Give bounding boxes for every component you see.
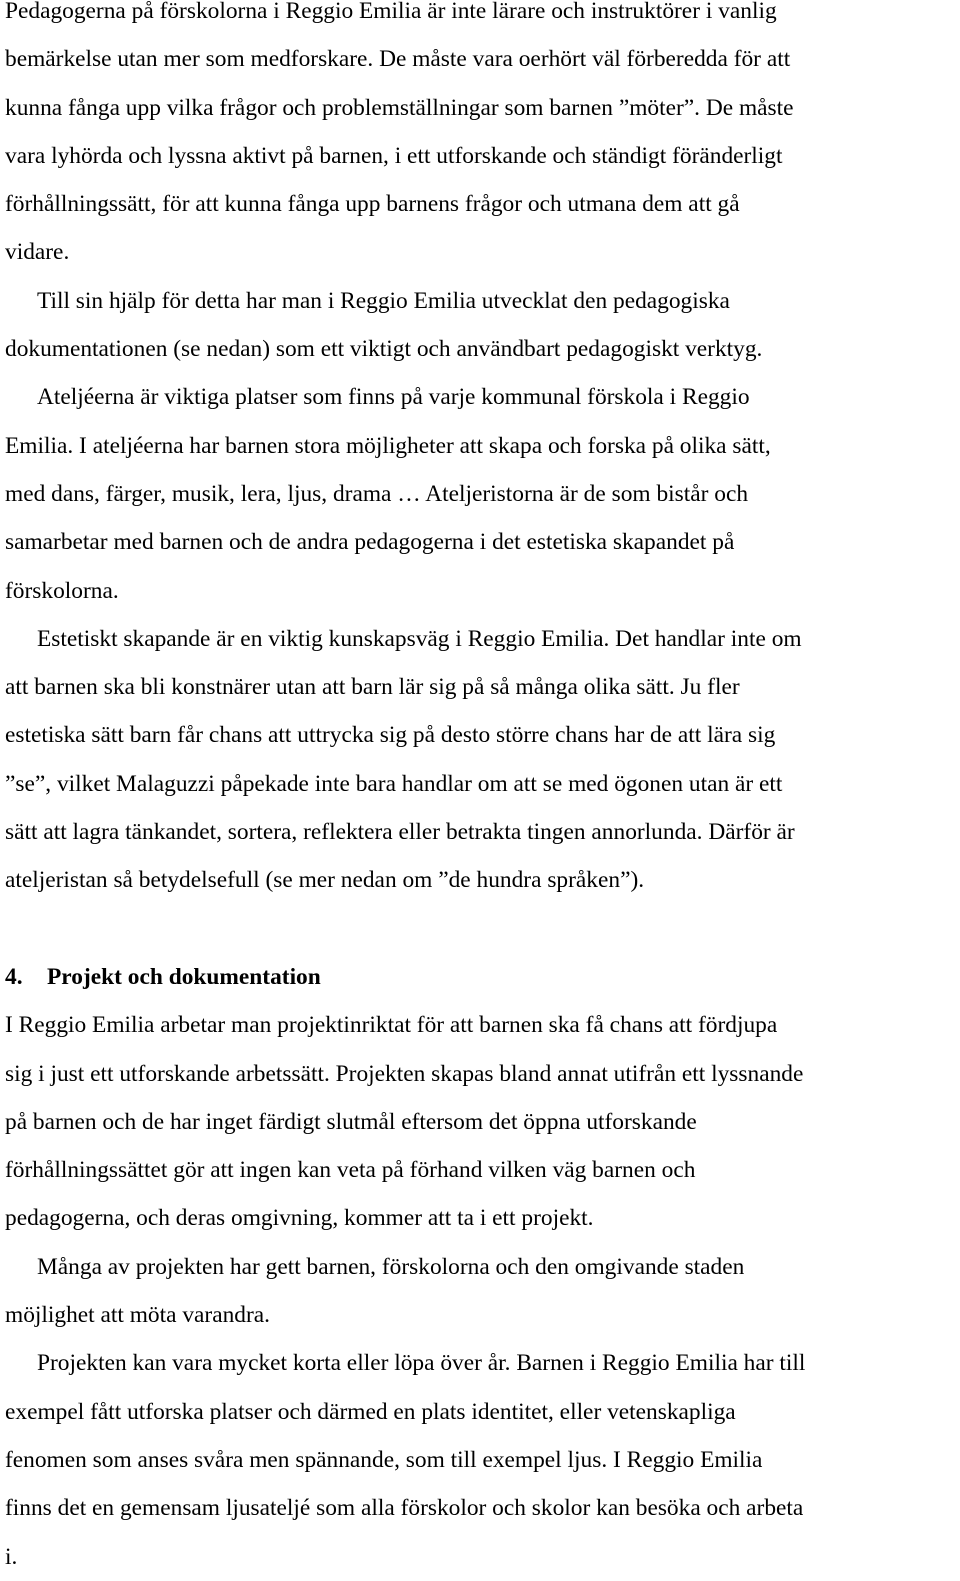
text-line: Estetiskt skapande är en viktig kunskapsväg i Reggio Emilia. Det handlar inte om	[37, 625, 802, 652]
text-line: finns det en gemensam ljusateljé som alla förskolor och skolor kan besöka och arbeta	[5, 1495, 804, 1522]
text-line: förskolorna.	[5, 577, 119, 604]
paragraph-projektinriktat	[0, 1001, 960, 1242]
text-line: att barnen ska bli konstnärer utan att barn lär sig på så många olika sätt. Ju fler	[5, 674, 740, 701]
text-line: med dans, färger, musik, lera, ljus, drama … Ateljeristorna är de som bistår och	[5, 480, 749, 507]
text-line: fenomen som anses svåra men spännande, som till exempel ljus. I Reggio Emilia	[5, 1446, 763, 1473]
text-line: Ateljéerna är viktiga platser som finns på varje kommunal förskola i Reggio	[37, 384, 750, 411]
paragraph-pedagogerna	[0, 0, 960, 277]
text-line: Många av projekten har gett barnen, förskolorna och den omgivande staden	[37, 1253, 745, 1280]
text-line: I Reggio Emilia arbetar man projektinriktat för att barnen ska få chans att fördjupa	[5, 1012, 778, 1039]
text-line: möjlighet att möta varandra.	[5, 1302, 271, 1329]
text-line: dokumentationen (se nedan) som ett viktigt och användbart pedagogiskt verktyg.	[5, 336, 763, 363]
text-line: ateljeristan så betydelsefull (se mer nedan om ”de hundra språken”).	[5, 867, 645, 894]
text-line: sätt att lagra tänkandet, sortera, reflektera eller betrakta tingen annorlunda. Därför är	[5, 819, 795, 846]
paragraph-dokumentation	[0, 277, 960, 374]
text-line: estetiska sätt barn får chans att uttrycka sig på desto större chans har de att lära sig	[5, 722, 776, 749]
section-number: 4.	[5, 963, 23, 990]
section-heading	[0, 953, 960, 1001]
section-title: Projekt och dokumentation	[47, 963, 321, 990]
text-line: Till sin hjälp för detta har man i Reggio Emilia utvecklat den pedagogiska	[37, 287, 730, 314]
text-line: i.	[5, 1543, 18, 1570]
text-line: pedagogerna, och deras omgivning, kommer att ta i ett projekt.	[5, 1205, 594, 1232]
paragraph-estetiskt-skapande	[0, 615, 960, 905]
text-line: på barnen och de har inget färdigt slutmål eftersom det öppna utforskande	[5, 1108, 697, 1135]
text-line: Pedagogerna på förskolorna i Reggio Emilia är inte lärare och instruktörer i vanlig	[5, 0, 777, 24]
text-line: exempel fått utforska platser och därmed en plats identitet, eller vetenskapliga	[5, 1398, 736, 1425]
paragraph-ateljeerna	[0, 373, 960, 614]
text-line: Projekten kan vara mycket korta eller löpa över år. Barnen i Reggio Emilia har till	[37, 1350, 806, 1377]
text-line: förhållningssättet gör att ingen kan veta på förhand vilken väg barnen och	[5, 1157, 696, 1184]
text-line: Emilia. I ateljéerna har barnen stora möjligheter att skapa och forska på olika sätt,	[5, 432, 771, 459]
text-line: ”se”, vilket Malaguzzi påpekade inte bara handlar om att se med ögonen utan är ett	[5, 770, 783, 797]
paragraph-projekten-kan-vara	[0, 1339, 960, 1580]
blank-line	[0, 905, 960, 953]
text-line: bemärkelse utan mer som medforskare. De måste vara oerhört väl förberedda för att	[5, 46, 791, 73]
text-line: kunna fånga upp vilka frågor och problemställningar som barnen ”möter”. De måste	[5, 94, 794, 121]
text-line: samarbetar med barnen och de andra pedagogerna i det estetiska skapandet på	[5, 529, 735, 556]
text-line: förhållningssätt, för att kunna fånga upp barnens frågor och utmana dem att gå	[5, 191, 740, 218]
paragraph-manga-av-projekten	[0, 1243, 960, 1340]
text-line: sig i just ett utforskande arbetssätt. Projekten skapas bland annat utifrån ett lyssnande	[5, 1060, 804, 1087]
text-line: vara lyhörda och lyssna aktivt på barnen, i ett utforskande och ständigt föränderligt	[5, 142, 783, 169]
text-line: vidare.	[5, 239, 70, 266]
